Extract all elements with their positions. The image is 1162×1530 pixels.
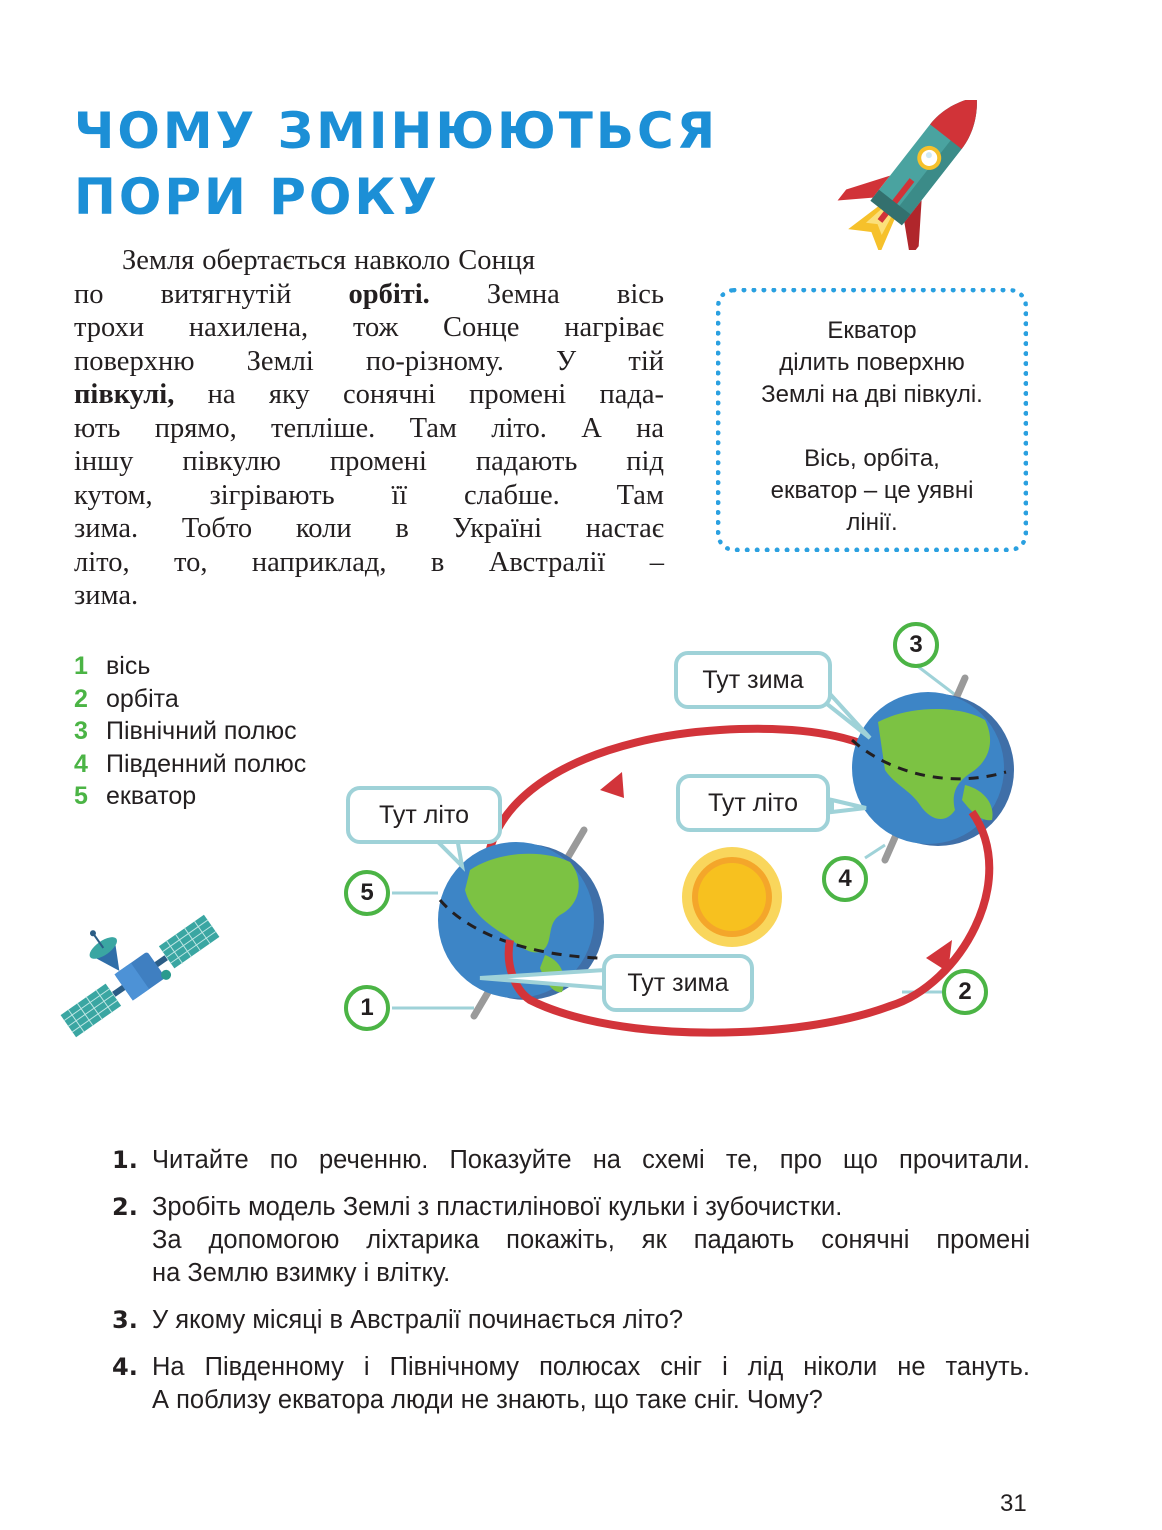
- text-line: поверхню Землі по-різному. У тій: [74, 345, 664, 377]
- task-number: 1.: [112, 1146, 138, 1174]
- task-number: 2.: [112, 1193, 138, 1221]
- title-line-2: ПОРИ РОКУ: [74, 168, 440, 226]
- text-line: Земля обертається навколо Сонця: [122, 245, 536, 276]
- info-line: Вісь, орбіта,: [804, 445, 940, 472]
- task-list: [112, 1144, 1030, 1431]
- marker-5: 5: [344, 870, 390, 916]
- info-line: екватор – це уявні: [770, 477, 974, 504]
- task-item: [112, 1191, 1030, 1290]
- text-line: літо, то, наприклад, в Австралії –: [74, 546, 664, 578]
- marker-3: 3: [893, 622, 939, 668]
- marker-1: 1: [344, 985, 390, 1031]
- orbit-arrow-icon: [926, 940, 952, 972]
- task-text: Зробіть модель Землі з пластилінової кульки і зубочистки.: [152, 1193, 843, 1221]
- text-line: по витягнутій орбіті. Земна вісь: [74, 278, 664, 310]
- text-line: ють прямо, тепліше. Там літо. А на: [74, 412, 664, 444]
- task-text: За допомогою ліхтарика покажіть, як падають сонячні промені: [152, 1226, 1030, 1254]
- orbit-arrow-icon: [600, 772, 624, 798]
- legend-item: 3 Північний полюс: [74, 717, 297, 745]
- task-text: У якому місяці в Австралії починається літо?: [152, 1306, 684, 1334]
- info-line: ділить поверхню: [779, 349, 965, 376]
- legend-item: 4 Південний полюс: [74, 749, 307, 778]
- page-title: [74, 98, 718, 230]
- bubble-winter-left: Тут зима: [602, 954, 754, 1012]
- rocket-icon: [810, 100, 1020, 250]
- task-text: Читайте по реченню. Показуйте на схемі те, про що прочитали.: [152, 1146, 1030, 1174]
- bubble-summer-right: Тут літо: [676, 774, 830, 832]
- info-line: Екватор: [827, 317, 917, 344]
- satellite-icon: [48, 900, 228, 1045]
- text-line: зима.: [74, 580, 139, 611]
- title-line-1: ЧОМУ ЗМІНЮЮТЬСЯ: [74, 102, 719, 160]
- marker-4: 4: [822, 856, 868, 902]
- text-line: зима. Тобто коли в Україні настає: [74, 513, 664, 544]
- term-hemisphere: півкулі,: [74, 379, 175, 410]
- text-line: кутом, зігрівають її слабше. Там: [74, 479, 664, 511]
- task-text: На Південному і Північному полюсах сніг і лід ніколи не тануть.: [152, 1353, 1030, 1381]
- page-number: 31: [1000, 1490, 1027, 1517]
- bubble-winter-right: Тут зима: [674, 651, 832, 709]
- legend-item: 2 орбіта: [74, 684, 179, 713]
- diagram-legend: [74, 650, 306, 813]
- info-box: [716, 288, 1028, 552]
- earth-globe-winter: [852, 678, 1014, 860]
- task-text: на Землю взимку і влітку.: [152, 1259, 451, 1287]
- task-item: [112, 1304, 1030, 1337]
- legend-item: 1 вісь: [74, 652, 151, 680]
- info-line: Землі на дві півкулі.: [761, 381, 983, 408]
- task-item: [112, 1351, 1030, 1417]
- marker-2: 2: [942, 969, 988, 1015]
- task-number: 3.: [112, 1306, 138, 1334]
- term-orbit: орбіті.: [348, 278, 430, 310]
- info-line: лінії.: [846, 509, 898, 536]
- task-item: [112, 1144, 1030, 1177]
- task-number: 4.: [112, 1353, 138, 1381]
- task-text: А поблизу екватора люди не знають, що таке сніг. Чому?: [152, 1386, 823, 1414]
- body-paragraph: [74, 244, 664, 613]
- text-line: іншу півкулю промені падають під: [74, 446, 664, 477]
- bubble-summer-left: Тут літо: [346, 786, 502, 844]
- text-line: півкулі, на яку сонячні промені пада-: [74, 379, 664, 410]
- text-line: трохи нахилена, тож Сонце нагріває: [74, 312, 664, 343]
- legend-item: 5 екватор: [74, 782, 197, 810]
